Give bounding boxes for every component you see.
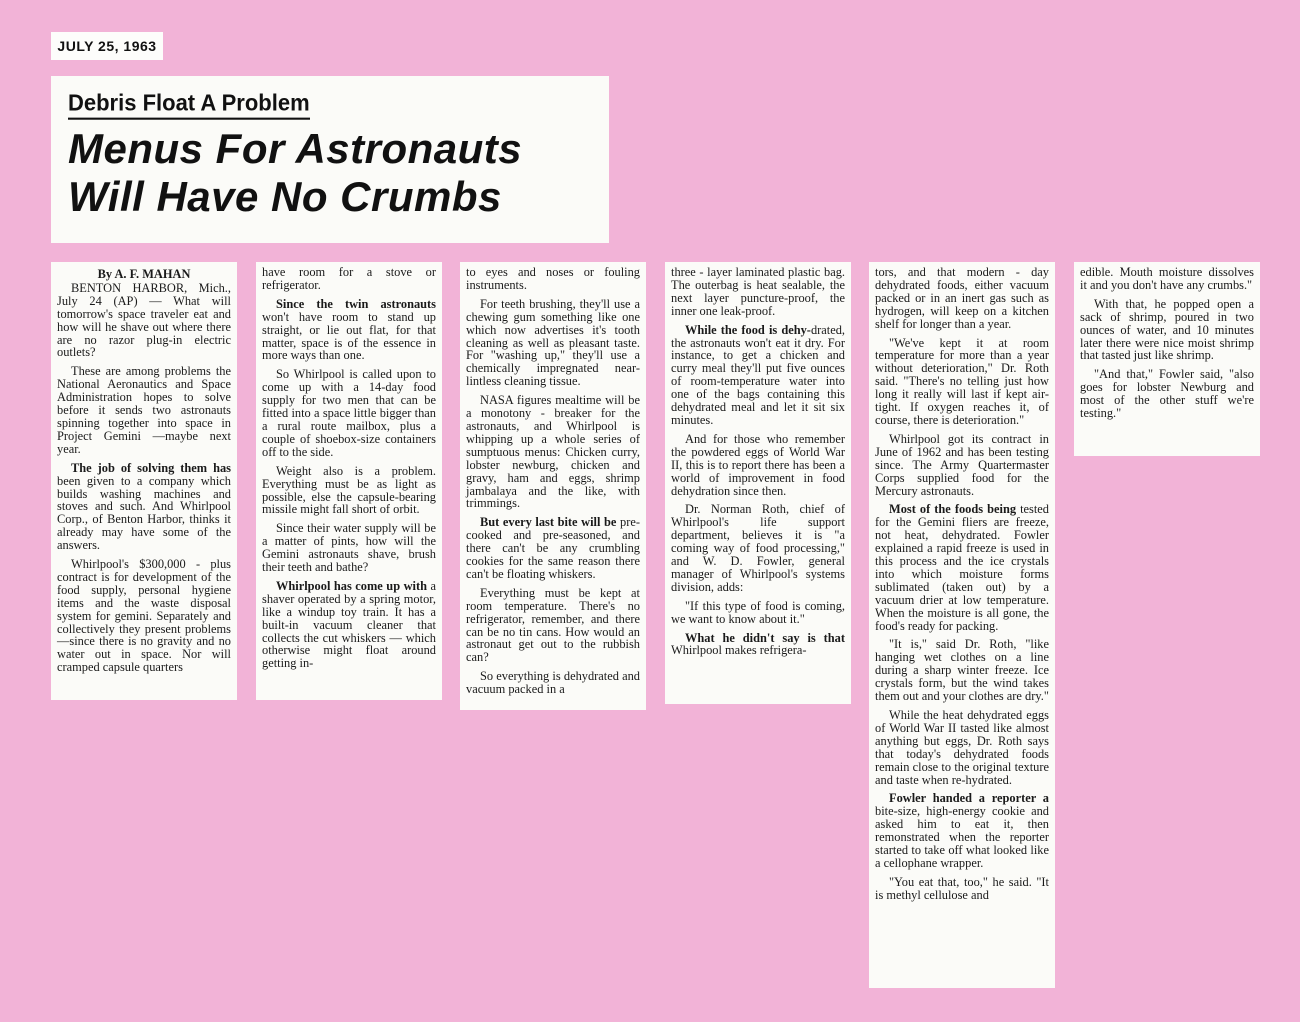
paragraph-text: Everything must be kept at room temperature. There's no refrigerator, remember, and there can be no tin cans. How would an astronaut get out to the rubbish can? [466,585,640,665]
paragraph-text: a shaver operated by a spring motor, like a windup toy train. It has a built-in vacuum cleaner that collects the cut whiskers — which otherwise might float around getting in- [262,578,436,671]
article-paragraph [875,503,1049,632]
article-paragraph [262,465,436,517]
paragraph-text: Weight also is a problem. Everything must be as light as possible, else the capsule-bearing missile might fall short of orbit. [262,463,436,517]
paragraph-lead-in: Most of the foods being [889,502,1017,517]
article-paragraph [1080,298,1254,363]
paragraph-text: "It is," said Dr. Roth, "like hanging wet clothes on a line during a sharp winter freeze. Ice crystals form, but the wind takes them out and your clothes are dry." [875,637,1049,704]
article-paragraph [57,558,231,674]
paragraph-text: "We've kept it at room temperature for more than a year without deterioration," Dr. Roth said. "There's no telling just how long it really will last if kept air-tight. If oxygen reaches it, of course, there is deterioration." [875,335,1049,427]
article-column-3 [460,262,646,710]
article-paragraph [875,876,1049,902]
paragraph-text: three - layer laminated plastic bag. The outerbag is heat sealable, the next layer puncture-proof, the inner one leak-proof. [671,265,845,318]
paragraph-text: won't have room to stand up straight, or lie out flat, for that matter, space is of the essence in more ways than one. [262,309,436,363]
article-paragraph [466,516,640,581]
article-column-2 [256,262,442,700]
article-column-6 [1074,262,1260,456]
paragraph-text: With that, he popped open a sack of shrimp, poured in two ounces of water, and 10 minutes later there were nice moist shrimp that tasted just like shrimp. [1080,296,1254,363]
paragraph-text: drated, the astronauts won't eat it dry. For instance, to get a chicken and curry meal they'll put five ounces of room-temperature water into one of the bags containing this dehydrated meal and let it sit six minutes. [671,322,845,427]
paragraph-text: For teeth brushing, they'll use a chewing gum something like one which now advertises it's tooth cleaning as well as pleasant taste. For "washing up," they'll use a chemically impregnated near-lintless cleaning tissue. [466,296,640,389]
article-paragraph [875,638,1049,703]
article-paragraph [466,394,640,510]
article-column-1 [51,262,237,700]
article-paragraph [262,298,436,363]
article-paragraph [262,266,436,292]
byline: By A. F. MAHAN [97,267,191,281]
paragraph-lead-in: While the food is dehy- [685,322,811,337]
article-paragraph [466,670,640,696]
article-paragraph [57,282,231,359]
paragraph-text: Since their water supply will be a matter of pints, how will the Gemini astronauts shave, brush their teeth and bathe? [262,521,436,575]
paragraph-text: Whirlpool makes refrigera- [671,643,807,658]
paragraph-text: edible. Mouth moisture dissolves it and you don't have any crumbs." [1080,265,1254,292]
article-paragraph [671,600,845,626]
paragraph-text: These are among problems the National Aeronautics and Space Administration hopes to solve before it sends two astronauts spinning together into space in Project Gemini —maybe next year. [57,364,231,456]
headline-box [51,76,609,243]
article-paragraph [875,266,1049,331]
paragraph-text: "And that," Fowler said, "also goes for lobster Newburg and most of the other stuff we're testing." [1080,367,1254,421]
article-paragraph [57,462,231,552]
article-paragraph [1080,266,1254,292]
article-column-4 [665,262,851,704]
article-paragraph [466,298,640,388]
paragraph-lead-in: What he didn't say is that [685,630,845,645]
article-paragraph [262,368,436,458]
paragraph-text: "You eat that, too," he said. "It is methyl cellulose and [875,874,1049,902]
article-paragraph [671,632,845,658]
article-paragraph [875,792,1049,869]
paragraph-text: So Whirlpool is called upon to come up with a 14-day food supply for two men that can be fitted into a space little bigger than a rural route mailbox, plus a couple of shoebox-size containers off to the side. [262,367,436,459]
paragraph-text: tors, and that modern - day dehydrated foods, either vacuum packed or in an inert gas such as hydrogen, will keep on a kitchen shelf for longer than a year. [875,265,1049,331]
article-paragraph [262,522,436,574]
paragraph-text: to eyes and noses or fouling instruments. [466,265,640,292]
paragraph-text: bite-size, high-energy cookie and asked him to eat it, then remonstrated when the reporter started to take off what looked like a cellophane wrapper. [875,804,1049,870]
article-paragraph [262,580,436,670]
date-tag: JULY 25, 1963 [51,32,163,60]
article-paragraph [671,324,845,427]
paragraph-text: So everything is dehydrated and vacuum packed in a [466,669,640,697]
main-headline-line-1: Menus For Astronauts [68,125,523,172]
article-column-5 [869,262,1055,988]
paragraph-text: Whirlpool got its contract in June of 1962 and has been testing since. The Army Quartermaster Corps supplied food for the Mercury astronauts. [875,431,1049,498]
article-paragraph [875,433,1049,498]
article-paragraph [875,337,1049,427]
paragraph-text: And for those who remember the powdered eggs of World War II, this is to report there has been a world of improvement in food dehydration since then. [671,431,845,498]
paragraph-lead-in: The job of solving them has [71,460,231,475]
paragraph-lead-in: Whirlpool has come up with [276,578,427,593]
article-paragraph [875,709,1049,786]
paragraph-text: BENTON HARBOR, Mich., July 24 (AP) — What will tomorrow's space traveler eat and how will he shave out where there are no razor plug-in electric outlets? [57,280,231,360]
paragraph-text: pre-cooked and pre-seasoned, and there can't be any crumbling cookies for the same reason there can't be floating whiskers. [466,515,640,581]
article-paragraph [1080,368,1254,420]
paragraph-lead-in: Fowler handed a reporter a [889,791,1049,806]
paragraph-text: Dr. Norman Roth, chief of Whirlpool's life support department, believes it is "a coming way of food processing," and W. D. Fowler, general manager of Whirlpool's systems division, adds: [671,502,845,594]
article-paragraph [57,365,231,455]
article-paragraph [671,503,845,593]
article-paragraph [671,266,845,318]
article-paragraph [466,266,640,292]
paragraph-text: While the heat dehydrated eggs of World War II tasted like almost anything but eggs, Dr. Roth says that today's dehydrated foods remain close to the original texture and taste when re-hydrated. [875,708,1049,787]
article-paragraph [671,433,845,498]
main-headline-line-2: Will Have No Crumbs [68,173,502,220]
paragraph-text: tested for the Gemini fliers are freeze, not heat, dehydrated. Fowler explained a rapid freeze is used in this process and the ice crystals into which moisture forms sublimated (taken out) by a vacuum drier at low temperature. When the moisture is all gone, the food's ready for packing. [875,502,1050,633]
kicker-headline: Debris Float A Problem [68,89,310,119]
paragraph-text: NASA figures mealtime will be a monotony - breaker for the astronauts, and Whirlpool is whipping up a whole series of sumptuous menus: Chicken curry, lobster newburg, chicken and gravy, ham and eggs, shrimp jambalaya and the like, with trimmings. [466,393,640,511]
paragraph-text: have room for a stove or refrigerator. [262,265,436,292]
paragraph-lead-in: But every last bite will be [480,515,617,530]
paragraph-text: "If this type of food is coming, we want to know about it." [671,598,845,626]
paragraph-text: Whirlpool's $300,000 - plus contract is for development of the food supply, personal hygiene items and the waste disposal system for gemini. Separately and collectively they present problems—since there is no gravity and no water out in space. Nor will cramped capsule quarters [57,557,231,675]
article-paragraph [466,587,640,664]
paragraph-lead-in: Since the twin astronauts [276,296,436,311]
paragraph-text: been given to a company which builds washing machines and stoves and such. And Whirlpool Corp., of Benton Harbor, thinks it already may have some of the answers. [57,473,231,553]
